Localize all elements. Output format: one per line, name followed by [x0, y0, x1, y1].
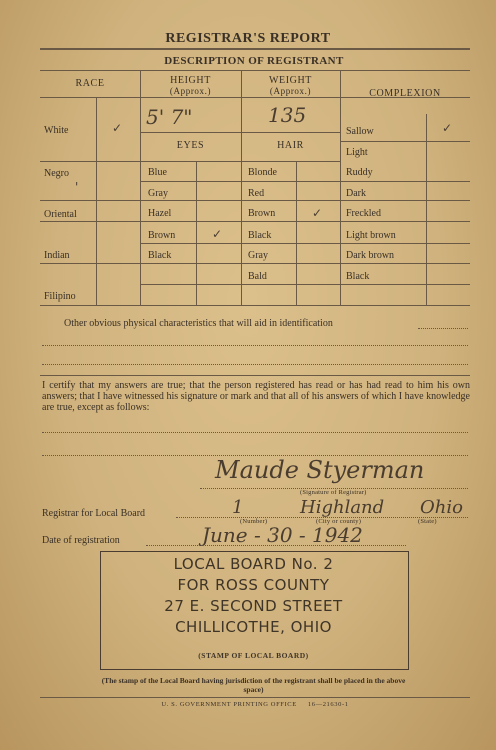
table-rule: [40, 161, 140, 162]
table-rule: [40, 200, 470, 201]
table-rule: [40, 263, 470, 264]
table-rule: [296, 161, 297, 305]
table-rule: [40, 305, 470, 306]
page-title: REGISTRAR'S REPORT: [165, 31, 331, 46]
race-oriental-label: Oriental: [44, 209, 77, 220]
table-rule: [140, 284, 470, 285]
registrar-label: Registrar for Local Board: [42, 508, 146, 519]
hair-red-label: Red: [248, 188, 265, 199]
other-characteristics-label: Other obvious physical characteristics that will aid in identification: [64, 318, 333, 329]
stamp-instruction: (The stamp of the Local Board having jurisdiction of the registrant shall be placed in the above space): [101, 676, 406, 694]
complexion-dark-label: Dark: [346, 188, 366, 199]
race-filipino-label: Filipino: [44, 291, 76, 302]
divider: [40, 48, 470, 50]
section-title: DESCRIPTION OF REGISTRANT: [164, 55, 344, 67]
table-rule: [340, 70, 341, 305]
hair-black-label: Black: [248, 230, 272, 241]
complexion-dark-brown-label: Dark brown: [346, 250, 395, 261]
table-rule: [96, 97, 97, 305]
race-header: RACE: [75, 78, 105, 89]
weight-subheader: (Approx.): [269, 86, 312, 96]
table-rule: [426, 114, 427, 305]
race-white-label: White: [44, 125, 69, 136]
printer-imprint: U. S. GOVERNMENT PRINTING OFFICE 16—21630-1: [161, 701, 349, 708]
complexion-header: COMPLEXION: [369, 88, 441, 99]
table-rule: [241, 70, 242, 305]
blank-line: [42, 345, 468, 346]
height-value: 5' 7": [146, 105, 193, 129]
table-rule: [140, 70, 141, 305]
eyes-brown-label: Brown: [148, 230, 176, 241]
eyes-brown-check: ✓: [212, 227, 223, 241]
complexion-black-label: Black: [346, 271, 370, 282]
race-indian-label: Indian: [44, 250, 70, 261]
city-caption: (City or county): [316, 518, 362, 525]
eyes-blue-label: Blue: [148, 167, 167, 178]
eyes-header: EYES: [176, 140, 205, 151]
complexion-light-brown-label: Light brown: [346, 230, 396, 241]
date-value: June - 30 - 1942: [202, 523, 363, 547]
complexion-ruddy-label: Ruddy: [346, 167, 373, 178]
eyes-gray-label: Gray: [148, 188, 168, 199]
hair-bald-label: Bald: [248, 271, 267, 282]
weight-value: 135: [268, 103, 307, 127]
complexion-freckled-label: Freckled: [346, 208, 381, 219]
table-rule: [40, 221, 470, 222]
date-label: Date of registration: [42, 535, 120, 546]
local-board-number: 1: [232, 497, 244, 518]
eyes-black-label: Black: [148, 250, 172, 261]
race-white-check: ✓: [112, 121, 123, 135]
complexion-light-label: Light: [346, 147, 368, 158]
table-rule: [140, 243, 470, 244]
hair-brown-check: ✓: [312, 206, 323, 220]
number-caption: (Number): [240, 518, 268, 525]
stamp-line-1: LOCAL BOARD No. 2: [173, 555, 334, 573]
blank-line: [42, 432, 468, 433]
race-negro-tick: ': [75, 180, 79, 194]
city-county-value: Highland: [300, 497, 385, 518]
stamp-caption: (STAMP OF LOCAL BOARD): [198, 651, 309, 660]
table-rule: [340, 141, 470, 142]
hair-gray-label: Gray: [248, 250, 268, 261]
state-value: Ohio: [420, 497, 463, 518]
eyes-hazel-label: Hazel: [148, 208, 172, 219]
weight-header: WEIGHT: [268, 75, 313, 86]
blank-line: [418, 328, 468, 329]
hair-brown-label: Brown: [248, 208, 276, 219]
complexion-sallow-check: ✓: [442, 121, 453, 135]
race-negro-label: Negro: [44, 168, 69, 179]
hair-blonde-label: Blonde: [248, 167, 277, 178]
state-caption: (State): [418, 518, 437, 525]
table-rule: [140, 181, 470, 182]
stamp-line-2: FOR ROSS COUNTY: [177, 576, 330, 594]
divider: [40, 375, 470, 376]
stamp-line-3: 27 E. SECOND STREET: [164, 597, 343, 615]
certification-text: I certify that my answers are true; that the person registered has read or has had read to him his own answers; that I have witnessed his signature or mark and that all of his answers of which I have knowledge are true, except as follows:: [42, 380, 470, 413]
blank-line: [42, 364, 468, 365]
height-header: HEIGHT: [170, 75, 211, 86]
stamp-line-4: CHILLICOTHE, OHIO: [175, 618, 332, 636]
table-rule: [196, 161, 197, 305]
height-subheader: (Approx.): [169, 86, 212, 96]
complexion-sallow-label: Sallow: [346, 126, 374, 137]
hair-header: HAIR: [277, 140, 304, 151]
table-rule: [140, 132, 340, 133]
table-rule: [40, 70, 470, 71]
signature-caption: (Signature of Registrar): [300, 489, 367, 496]
registrar-signature: Maude Styerman: [215, 456, 425, 484]
table-rule: [140, 161, 340, 162]
divider: [40, 697, 470, 698]
date-line: [146, 545, 406, 546]
